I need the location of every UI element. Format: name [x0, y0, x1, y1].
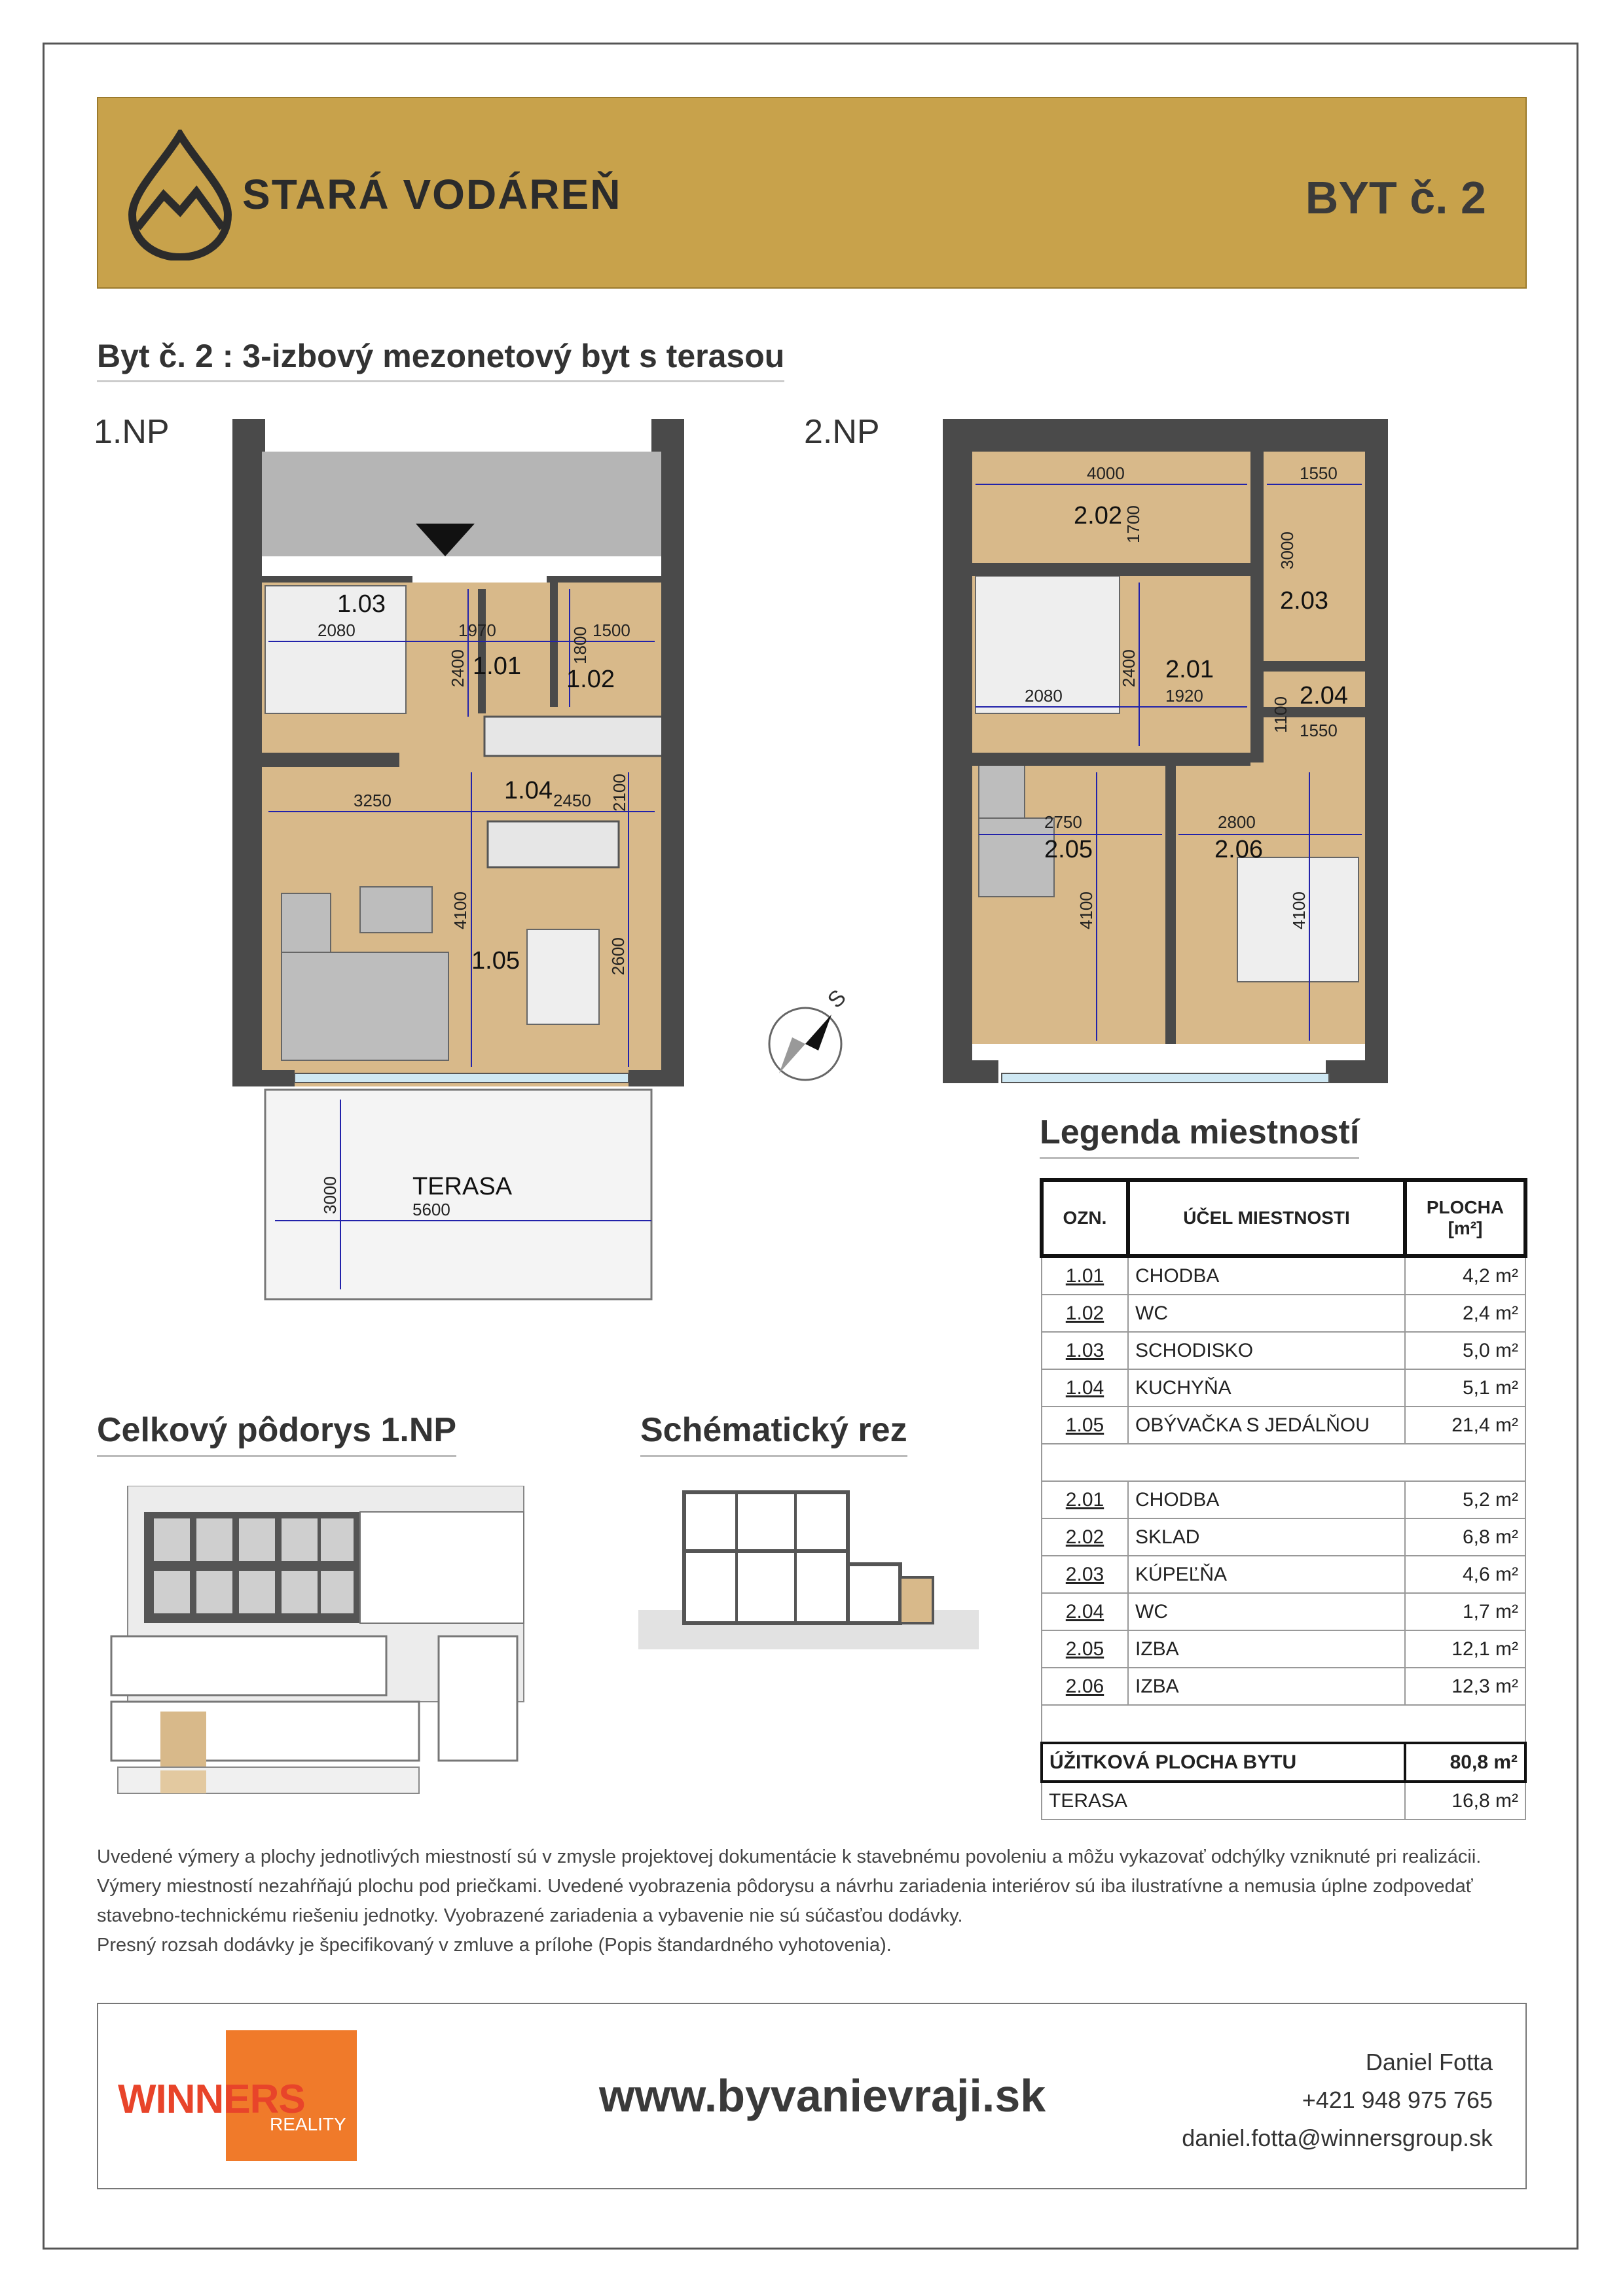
- legend-header-purpose: ÚČEL MIESTNOSTI: [1128, 1180, 1405, 1256]
- dimension: 1970: [458, 620, 496, 640]
- contact-name: Daniel Fotta: [1365, 2049, 1493, 2075]
- dimension: 2600: [608, 937, 628, 975]
- dimension: 2800: [1218, 812, 1256, 832]
- room-label: 2.03: [1280, 587, 1328, 615]
- table-row: 2.06 IZBA 12,3 m²: [1042, 1668, 1525, 1705]
- winners-logo-subtext: REALITY: [270, 2114, 346, 2134]
- room-label: 2.05: [1044, 836, 1093, 863]
- website-link[interactable]: www.byvanievraji.sk: [599, 2070, 1046, 2121]
- dimension: 1550: [1300, 463, 1338, 483]
- table-row: 2.01 CHODBA 5,2 m²: [1042, 1481, 1525, 1518]
- table-row: 1.02 WC 2,4 m²: [1042, 1295, 1525, 1332]
- compass-label: S: [822, 984, 851, 1013]
- room-label: 1.03: [337, 590, 386, 618]
- room-label: 1.05: [471, 947, 520, 975]
- table-spacer: [1042, 1705, 1525, 1743]
- table-row: 1.03 SCHODISKO 5,0 m²: [1042, 1332, 1525, 1369]
- contact-phone[interactable]: +421 948 975 765: [1302, 2087, 1493, 2113]
- logo-text: STARÁ VODÁREŇ: [242, 171, 622, 218]
- dimension: 1700: [1123, 505, 1143, 543]
- section-title: Schématický rez: [640, 1410, 907, 1457]
- table-row: 1.05 OBÝVAČKA S JEDÁLŇOU 21,4 m²: [1042, 1407, 1525, 1444]
- dimension: 2450: [553, 791, 591, 810]
- note-line: Presný rozsah dodávky je špecifikovaný v zmluve a prílohe (Popis štandardného vyhotovenia).: [97, 1935, 892, 1956]
- dimension: 2080: [1025, 686, 1063, 706]
- apartment-label: BYT č. 2: [1305, 172, 1486, 223]
- dimension: 2750: [1044, 812, 1082, 832]
- terrace-row: TERASA 16,8 m²: [1042, 1782, 1525, 1820]
- legend-title: Legenda miestností: [1040, 1113, 1359, 1159]
- room-label: 2.01: [1165, 656, 1214, 683]
- note-line: Výmery miestností nezahŕňajú plochu pod priečkami. Uvedené vyobrazenia pôdorysu a návrhu zariadenia interiérov sú iba ilustratívne a nemusia úplne zodpovedať: [97, 1876, 1473, 1897]
- room-label: 2.06: [1214, 836, 1263, 863]
- dimension: 2080: [318, 620, 356, 640]
- dimension: 3000: [320, 1176, 340, 1214]
- table-row: 1.04 KUCHYŇA 5,1 m²: [1042, 1369, 1525, 1407]
- contact-block: [1182, 2043, 1493, 2157]
- dimension: 1100: [1271, 696, 1290, 733]
- floor-label-upper: 2.NP: [804, 413, 880, 451]
- room-label: 1.01: [473, 653, 521, 680]
- dimension: 1920: [1165, 686, 1203, 706]
- dimension: 4100: [1076, 891, 1096, 929]
- dimension: 2400: [1119, 649, 1139, 687]
- contact-email[interactable]: daniel.fotta@winnersgroup.sk: [1182, 2125, 1493, 2151]
- note-line: stavebno-technickému riešeniu jednotky. Vyobrazené zariadenia a vybavenie nie sú súčasťou dodávky.: [97, 1905, 963, 1926]
- dimension: 5600: [412, 1200, 450, 1219]
- table-row: 2.02 SKLAD 6,8 m²: [1042, 1518, 1525, 1556]
- note-line: Uvedené výmery a plochy jednotlivých miestností sú v zmysle projektovej dokumentácie k stavebnému povoleniu a môžu vykazovať odchýlky vzniknuté pri realizácii.: [97, 1846, 1482, 1867]
- page-subtitle: Byt č. 2 : 3-izbový mezonetový byt s terasou: [97, 337, 784, 382]
- total-row: ÚŽITKOVÁ PLOCHA BYTU 80,8 m²: [1042, 1743, 1525, 1782]
- floor-label-ground: 1.NP: [94, 413, 170, 451]
- disclaimer-notes: [97, 1842, 1531, 1960]
- dimension: 1500: [593, 620, 630, 640]
- room-label: 1.02: [566, 666, 615, 693]
- table-row: 2.03 KÚPEĽŇA 4,6 m²: [1042, 1556, 1525, 1593]
- compass-icon: [759, 975, 871, 1093]
- overview-title: Celkový pôdorys 1.NP: [97, 1410, 456, 1457]
- winners-logo-text: WINNERS: [118, 2077, 305, 2122]
- legend-header-area: PLOCHA [m²]: [1405, 1180, 1525, 1256]
- dimension: 1550: [1300, 721, 1338, 740]
- room-label: 2.02: [1074, 502, 1122, 529]
- schematic-section-image: [638, 1486, 979, 1669]
- room-label: 2.04: [1300, 682, 1348, 709]
- dimension: 2100: [610, 774, 629, 812]
- overview-plan-image: [98, 1486, 570, 1813]
- dimension: 2400: [448, 649, 467, 687]
- room-label: 1.04: [504, 777, 553, 804]
- footer: [97, 2003, 1527, 2189]
- table-spacer: [1042, 1444, 1525, 1481]
- dimension: 1800: [570, 626, 590, 664]
- dimension: 4000: [1087, 463, 1125, 483]
- dimension: 3250: [354, 791, 392, 810]
- room-legend-table: [1040, 1178, 1527, 1820]
- table-row: 1.01 CHODBA 4,2 m²: [1042, 1256, 1525, 1295]
- room-label: TERASA: [412, 1173, 513, 1200]
- dimension: 3000: [1277, 531, 1297, 569]
- dimension: 4100: [1289, 891, 1309, 929]
- dimension: 4100: [450, 891, 470, 929]
- table-row: 2.04 WC 1,7 m²: [1042, 1593, 1525, 1630]
- table-row: 2.05 IZBA 12,1 m²: [1042, 1630, 1525, 1668]
- legend-header-code: OZN.: [1042, 1180, 1128, 1256]
